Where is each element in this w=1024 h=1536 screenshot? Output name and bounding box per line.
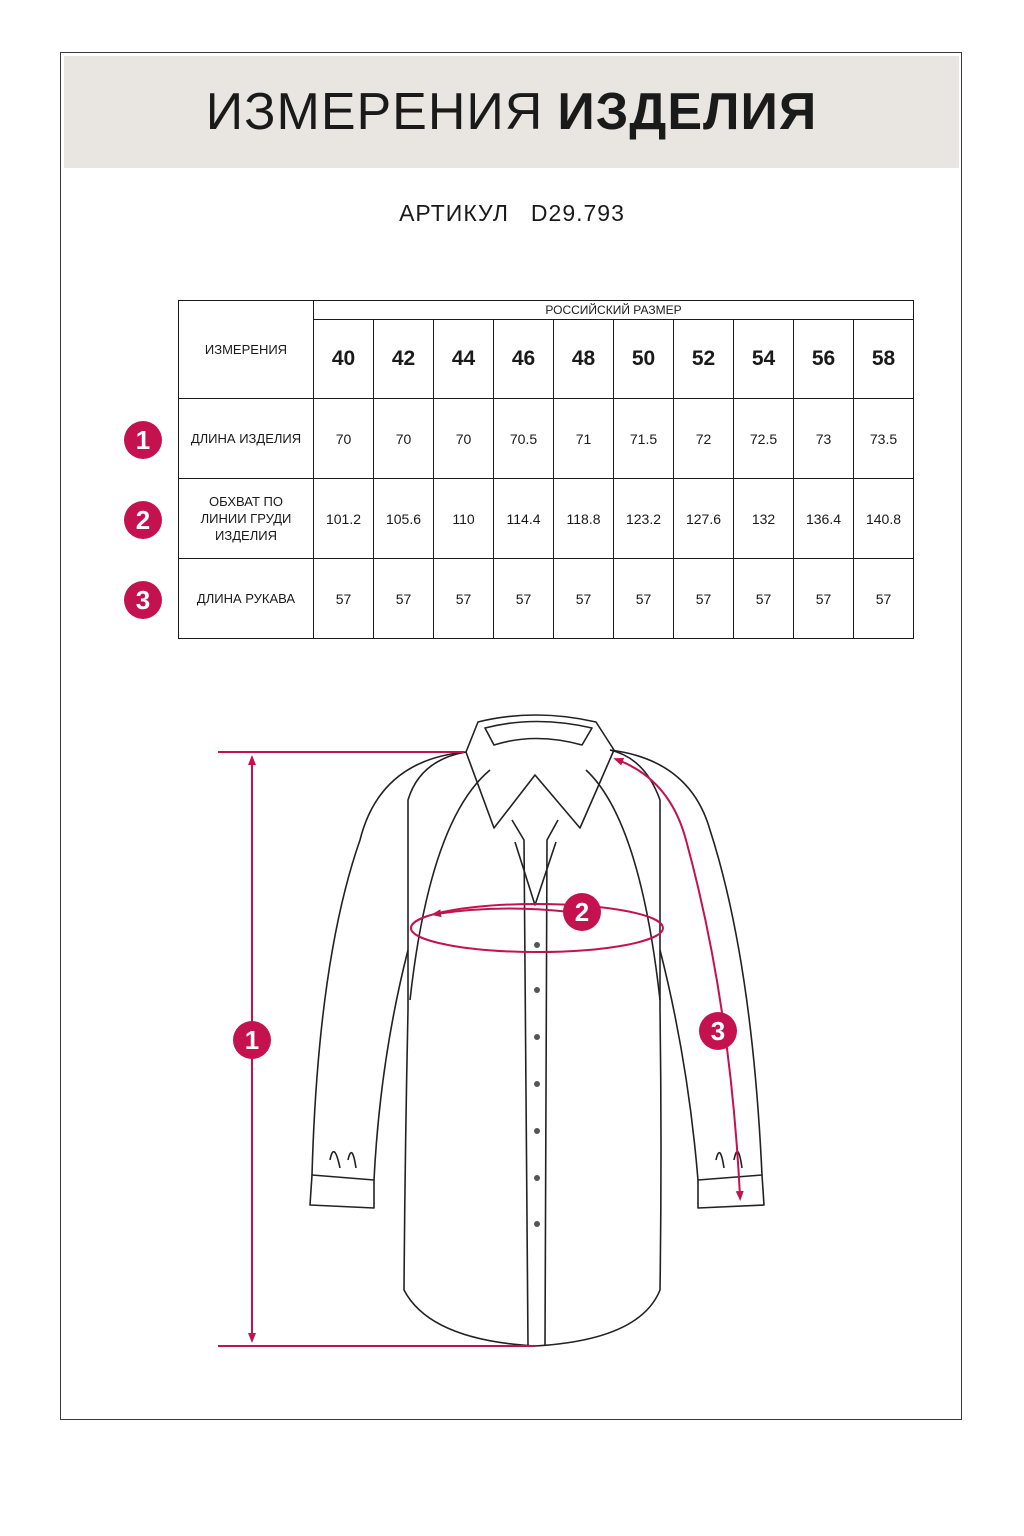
size-header: 50 xyxy=(614,320,674,399)
table-cell: 57 xyxy=(674,559,734,639)
measurement-lines xyxy=(218,752,740,1346)
table-cell: 101.2 xyxy=(314,479,374,559)
table-cell: 73 xyxy=(794,399,854,479)
size-header: 44 xyxy=(434,320,494,399)
row-label-line: ЛИНИИ ГРУДИ xyxy=(200,511,292,526)
table-cell: 136.4 xyxy=(794,479,854,559)
size-header: 40 xyxy=(314,320,374,399)
raglan-seam-left xyxy=(410,770,490,1000)
diagram-marker-2: 2 xyxy=(563,893,601,931)
size-header: 42 xyxy=(374,320,434,399)
table-cell: 105.6 xyxy=(374,479,434,559)
table-cell: 57 xyxy=(314,559,374,639)
row-label: ДЛИНА ИЗДЕЛИЯ xyxy=(179,399,314,479)
diagram-marker-1: 1 xyxy=(233,1021,271,1059)
row-label-line: ОБХВАТ ПО xyxy=(209,494,283,509)
shirt-body-outline xyxy=(404,750,661,1346)
button xyxy=(534,1221,540,1227)
table-cell: 57 xyxy=(374,559,434,639)
size-header: 46 xyxy=(494,320,554,399)
diagram-marker-3: 3 xyxy=(699,1012,737,1050)
size-header: 52 xyxy=(674,320,734,399)
left-cuff-gathers xyxy=(330,1152,356,1168)
row-label: ДЛИНА РУКАВА xyxy=(179,559,314,639)
button xyxy=(534,1081,540,1087)
collar-stand xyxy=(485,722,592,746)
table-cell: 71.5 xyxy=(614,399,674,479)
size-header: 54 xyxy=(734,320,794,399)
article-label: АРТИКУЛ xyxy=(399,200,509,226)
table-cell: 57 xyxy=(494,559,554,639)
table-cell: 73.5 xyxy=(854,399,914,479)
article-code: D29.793 xyxy=(530,200,625,226)
table-cell: 57 xyxy=(554,559,614,639)
table-cell: 70 xyxy=(374,399,434,479)
table-cell: 110 xyxy=(434,479,494,559)
size-group-header: РОССИЙСКИЙ РАЗМЕР xyxy=(314,301,914,320)
left-sleeve xyxy=(312,752,466,1180)
title-light: ИЗМЕРЕНИЯ xyxy=(205,83,544,141)
button xyxy=(534,1175,540,1181)
table-cell: 72.5 xyxy=(734,399,794,479)
size-header: 56 xyxy=(794,320,854,399)
table-cell: 57 xyxy=(854,559,914,639)
sleeve-arrow xyxy=(618,760,740,1196)
row-marker-3: 3 xyxy=(124,581,162,619)
table-cell: 132 xyxy=(734,479,794,559)
button xyxy=(534,987,540,993)
button xyxy=(534,1034,540,1040)
raglan-seam-right xyxy=(586,770,660,1000)
table-cell: 140.8 xyxy=(854,479,914,559)
button xyxy=(534,942,540,948)
row-marker-1: 1 xyxy=(124,421,162,459)
table-cell: 57 xyxy=(734,559,794,639)
row-marker-2: 2 xyxy=(124,501,162,539)
table-cell: 57 xyxy=(434,559,494,639)
button xyxy=(534,1128,540,1134)
table-cell: 71 xyxy=(554,399,614,479)
size-header: 58 xyxy=(854,320,914,399)
table-cell: 57 xyxy=(794,559,854,639)
measurements-header: ИЗМЕРЕНИЯ xyxy=(179,301,314,399)
size-header: 48 xyxy=(554,320,614,399)
table-cell: 72 xyxy=(674,399,734,479)
buttons xyxy=(534,942,540,1227)
table-cell: 70 xyxy=(314,399,374,479)
table-cell: 118.8 xyxy=(554,479,614,559)
neck-v xyxy=(515,842,556,905)
table-cell: 70 xyxy=(434,399,494,479)
table-cell: 114.4 xyxy=(494,479,554,559)
table-cell: 123.2 xyxy=(614,479,674,559)
row-label-line: ИЗДЕЛИЯ xyxy=(215,528,277,543)
table-cell: 127.6 xyxy=(674,479,734,559)
title-bold: ИЗДЕЛИЯ xyxy=(557,83,818,141)
table-cell: 57 xyxy=(614,559,674,639)
right-sleeve xyxy=(610,750,762,1180)
table-cell: 70.5 xyxy=(494,399,554,479)
